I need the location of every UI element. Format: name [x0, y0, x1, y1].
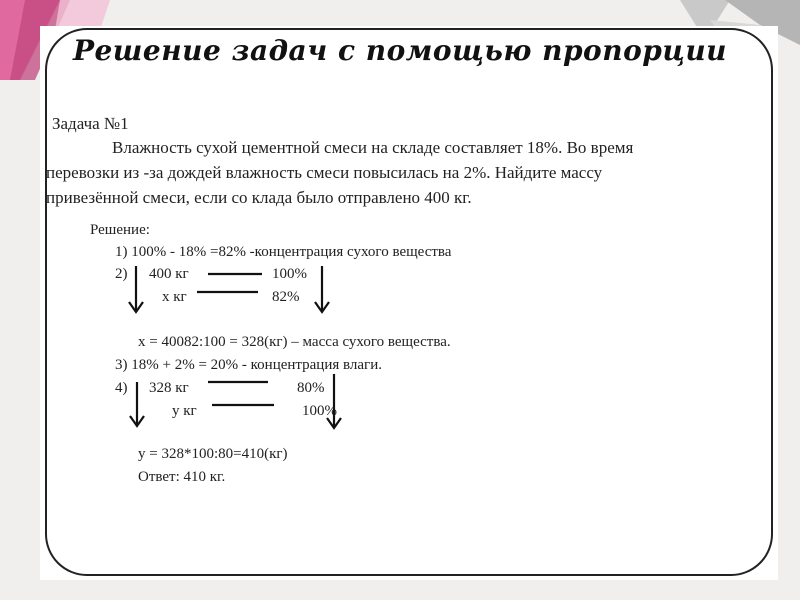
- proportion-1-mass-known: 400 кг: [149, 266, 189, 282]
- content-frame: [45, 28, 773, 576]
- proportion-2-mass-unknown: у кг: [172, 403, 197, 419]
- proportion-1-percent-known: 100%: [272, 266, 307, 282]
- problem-text-line-2: перевозки из -за дождей влажность смеси повысилась на 2%. Найдите массу: [46, 163, 603, 182]
- solution-heading: Решение:: [90, 222, 150, 238]
- solution-step-2-number: 2): [115, 266, 128, 282]
- proportion-1-percent-unknown: 82%: [272, 289, 300, 305]
- problem-text-line-1: Влажность сухой цементной смеси на складе составляет 18%. Во время: [112, 138, 634, 157]
- solution-result-1: х = 40082:100 = 328(кг) – масса сухого вещества.: [138, 334, 451, 350]
- proportion-1-mass-unknown: х кг: [162, 289, 187, 305]
- solution-step-4-number: 4): [115, 380, 128, 396]
- proportion-2-mass-known: 328 кг: [149, 380, 189, 396]
- problem-heading: Задача №1: [52, 114, 129, 133]
- solution-step-3: 3) 18% + 2% = 20% - концентрация влаги.: [115, 357, 382, 373]
- proportion-2-percent-known: 80%: [297, 380, 325, 396]
- solution-answer: Ответ: 410 кг.: [138, 469, 226, 485]
- page-title: Решение задач с помощью пропорции: [72, 34, 728, 67]
- proportion-2-percent-unknown: 100%: [302, 403, 337, 419]
- problem-text-line-3: привезённой смеси, если со клада было отправлено 400 кг.: [46, 188, 472, 207]
- solution-result-2: у = 328*100:80=410(кг): [138, 446, 288, 462]
- solution-step-1: 1) 100% - 18% =82% -концентрация сухого вещества: [115, 244, 452, 260]
